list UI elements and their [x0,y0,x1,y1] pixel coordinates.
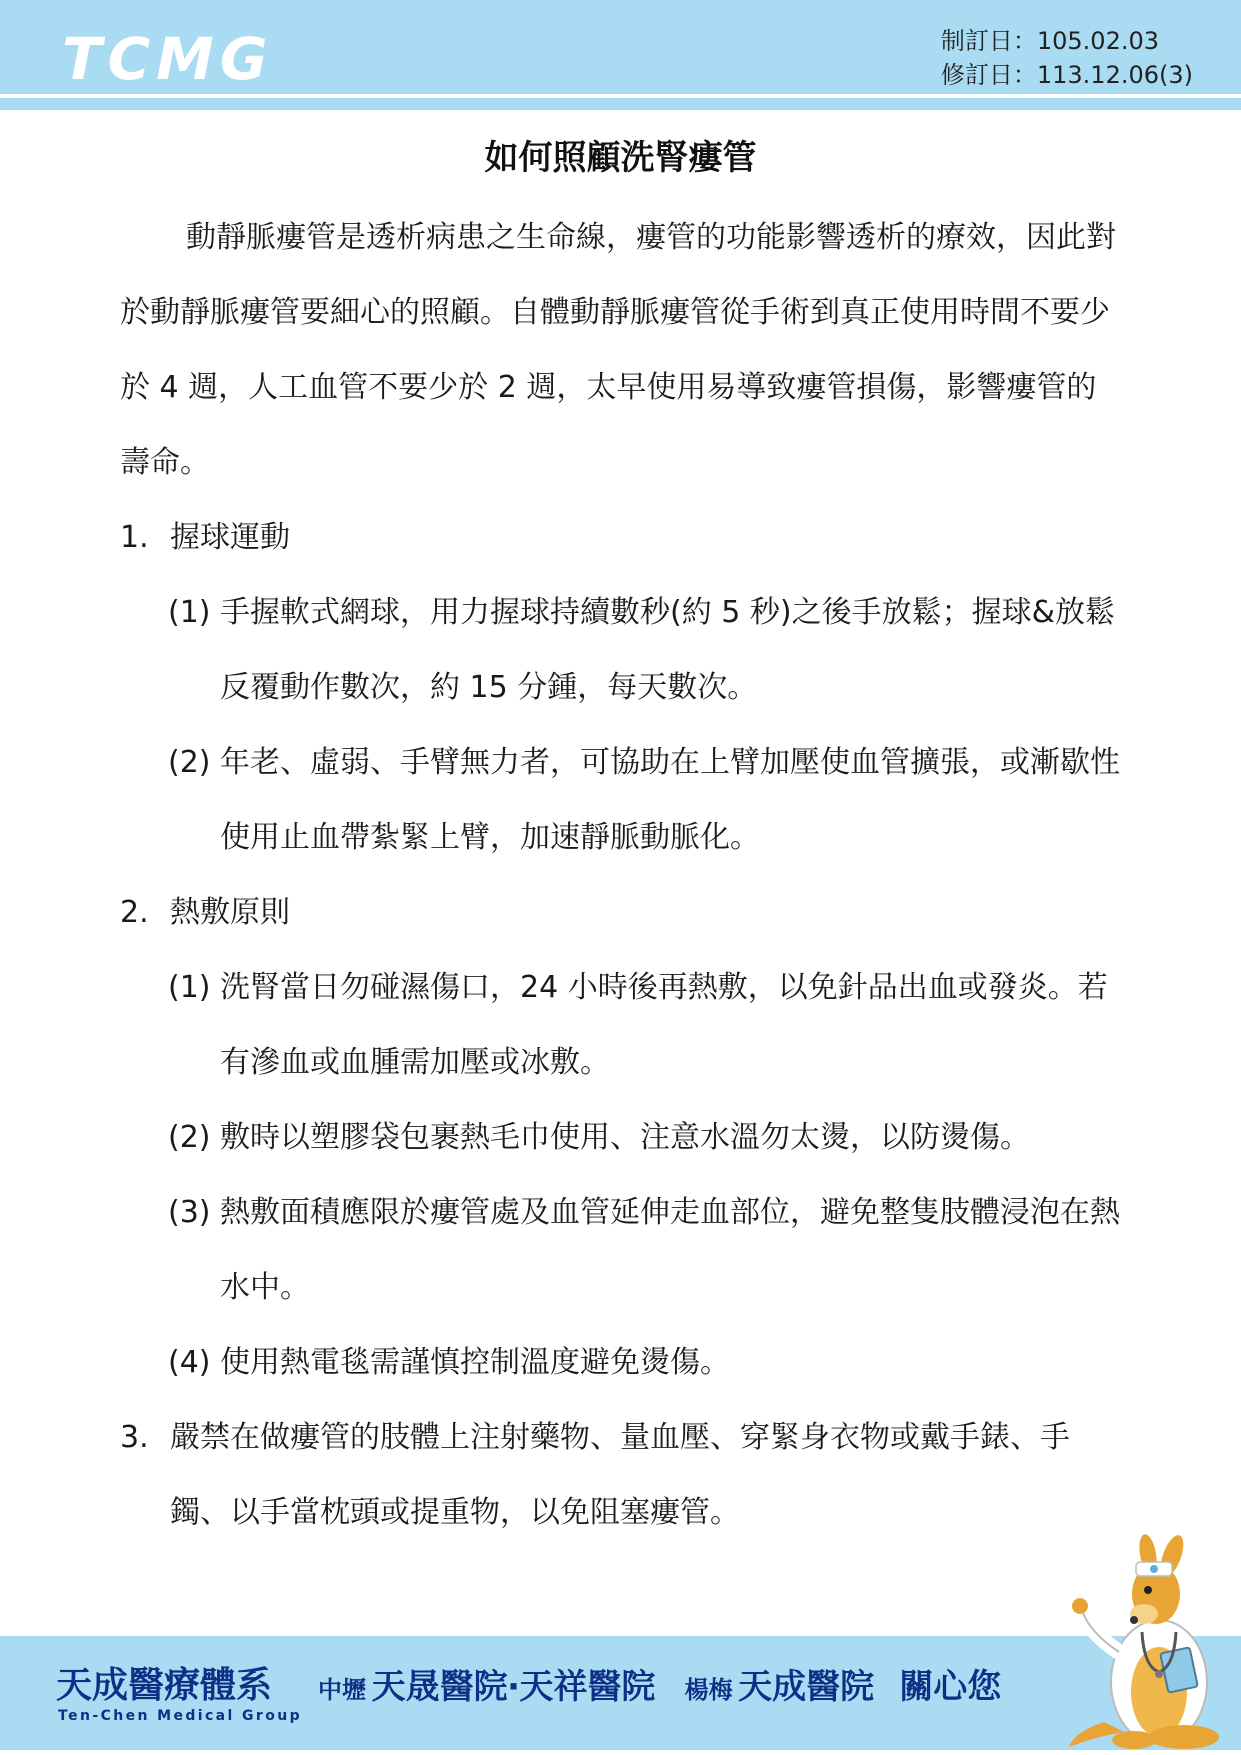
document-body [120,200,1120,1550]
item-text: 洗腎當日勿碰濕傷口，24 小時後再熱敷，以免針品出血或發炎。若有滲血或血腫需加壓或冰敷。 [220,970,1108,1080]
section-heading: 嚴禁在做瘻管的肢體上注射藥物、量血壓、穿緊身衣物或戴手錶、手鐲、以手當枕頭或提重物，以免阻塞瘻管。 [170,1420,1070,1530]
item-number: (3) [168,1195,211,1230]
tcmg-logo: TCMG [62,25,274,93]
section-1 [120,500,1120,575]
section-2-item-4 [168,1325,1120,1400]
header-divider [0,98,1241,110]
section-1-item-2 [168,725,1120,875]
section-heading: 熱敷原則 [170,895,290,930]
footer-brand-english: Ten-Chen Medical Group [58,1708,303,1724]
item-text: 敷時以塑膠袋包裹熱毛巾使用、注意水溫勿太燙，以防燙傷。 [220,1120,1030,1155]
section-1-item-1 [168,575,1120,725]
slogan: 關心您 [899,1667,1002,1707]
revised-date: 修訂日：113.12.06(3) [940,61,1193,89]
item-text: 使用熱電毯需謹慎控制溫度避免燙傷。 [220,1345,730,1380]
footer-brand: 天成醫療體系 [56,1665,273,1706]
kangaroo-doctor-mascot-icon [1064,1532,1234,1752]
section-heading: 握球運動 [170,520,290,555]
section-number: 3. [120,1420,149,1455]
header-band [0,0,1241,94]
created-date: 制訂日：105.02.03 [940,27,1160,55]
item-number: (2) [168,1120,211,1155]
section-2-item-2 [168,1100,1120,1175]
section-number: 2. [120,895,149,930]
item-number: (1) [168,970,211,1005]
item-text: 年老、虛弱、手臂無力者，可協助在上臂加壓使血管擴張，或漸歇性使用止血帶紮緊上臂，加速靜脈動脈化。 [220,745,1120,855]
item-text: 熱敷面積應限於瘻管處及血管延伸走血部位，避免整隻肢體浸泡在熱水中。 [220,1195,1120,1305]
section-2-item-3 [168,1175,1120,1325]
section-2-item-1 [168,950,1120,1100]
item-text: 手握軟式網球，用力握球持續數秒(約 5 秒)之後手放鬆；握球&放鬆反覆動作數次，約 15 分鍾，每天數次。 [220,595,1115,705]
footer-hospitals [318,1667,1002,1707]
location-yangmei: 楊梅 [684,1676,733,1704]
location-zhongli: 中壢 [318,1676,366,1704]
hospital-names-1: 天晟醫院‧天祥醫院 [371,1667,656,1707]
item-number: (2) [168,745,211,780]
page-title: 如何照顧洗腎瘻管 [484,138,757,178]
intro-paragraph: 動靜脈瘻管是透析病患之生命線，瘻管的功能影響透析的療效，因此對於動靜脈瘻管要細心的照顧。自體動靜脈瘻管從手術到真正使用時間不要少於 4 週，人工血管不要少於 2 週，太早使用易導致瘻管損傷，影響瘻管的壽命。 [120,220,1116,480]
section-3 [120,1400,1120,1550]
section-number: 1. [120,520,149,555]
hospital-names-2: 天成醫院 [738,1667,875,1707]
revision-dates [941,24,1193,92]
section-2 [120,875,1120,950]
item-number: (4) [168,1345,211,1380]
item-number: (1) [168,595,211,630]
